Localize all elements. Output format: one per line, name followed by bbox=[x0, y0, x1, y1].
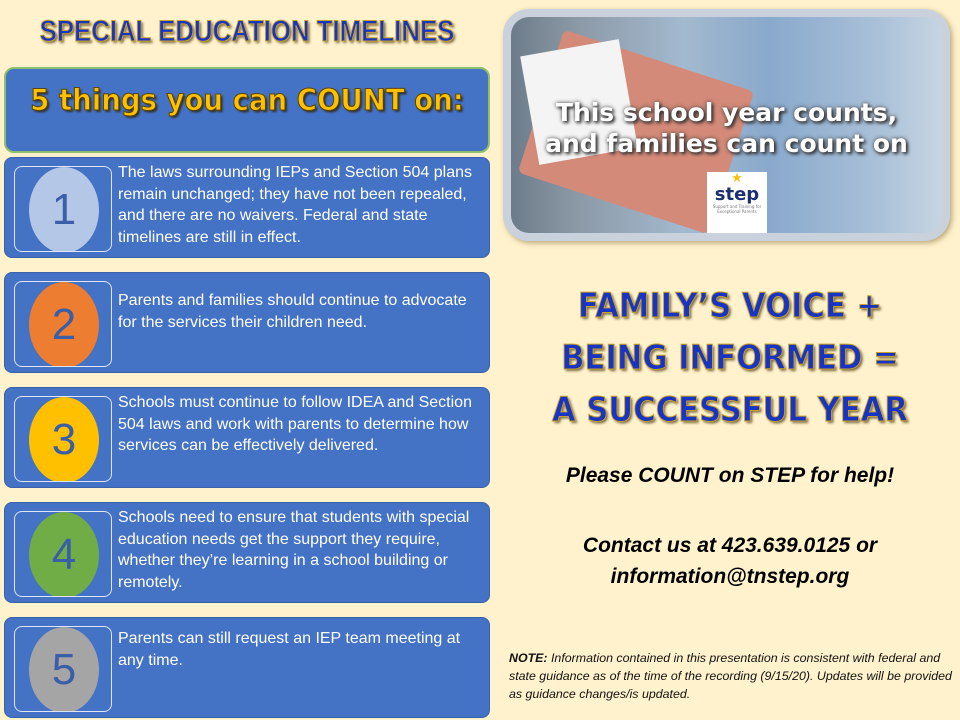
number-badge bbox=[14, 511, 112, 597]
item-text: The laws surrounding IEPs and Section 504 plans remain unchanged; they have not been repealed, and there are no waivers. Federal and state timelines are still in effect. bbox=[118, 164, 472, 246]
list-item-2 bbox=[4, 272, 490, 373]
number-circle: 5 bbox=[29, 627, 99, 712]
header-text: 5 things you can COUNT on: bbox=[30, 83, 464, 117]
item-text: Schools must continue to follow IDEA and Section 504 laws and work with parents to determine how services can be effectively delivered. bbox=[118, 394, 472, 454]
logo-subtitle: Support and Training for Exceptional Parents bbox=[712, 204, 762, 214]
promo-photo bbox=[503, 9, 950, 241]
number-badge bbox=[14, 281, 112, 367]
header-box bbox=[4, 67, 490, 153]
note bbox=[509, 649, 959, 703]
number-circle: 3 bbox=[29, 397, 99, 482]
caption-line-1: This school year counts, bbox=[555, 98, 898, 127]
list-item-4 bbox=[4, 502, 490, 603]
slogan-line: A SUCCESSFUL YEAR bbox=[552, 390, 908, 430]
star-icon: ★ bbox=[731, 171, 743, 186]
contact-email: information@tnstep.org bbox=[610, 565, 850, 588]
contact-info bbox=[500, 530, 960, 592]
contact-phone: Contact us at 423.639.0125 or bbox=[582, 534, 878, 557]
slogan-line: BEING INFORMED = bbox=[561, 338, 899, 378]
list-item-1 bbox=[4, 157, 490, 258]
logo-word: step bbox=[714, 184, 760, 205]
number-badge bbox=[14, 166, 112, 252]
slogan-line: FAMILY’S VOICE + bbox=[577, 286, 883, 326]
step-logo bbox=[707, 172, 767, 233]
page-title: SPECIAL EDUCATION TIMELINES bbox=[39, 15, 455, 48]
number-circle: 2 bbox=[29, 282, 99, 367]
number-badge bbox=[14, 626, 112, 712]
note-text: Information contained in this presentation is consistent with federal and state guidance as of the time of the recording (9/15/20). Updates will be provided as guidance changes/is updated. bbox=[509, 651, 952, 701]
item-text: Parents and families should continue to advocate for the services their children need. bbox=[118, 292, 467, 331]
number-badge bbox=[14, 396, 112, 482]
photo-caption bbox=[511, 97, 942, 159]
help-text: Please COUNT on STEP for help! bbox=[565, 464, 895, 487]
note-label: NOTE: bbox=[509, 651, 548, 665]
list-item-5 bbox=[4, 617, 490, 718]
caption-line-2: and families can count on bbox=[545, 129, 908, 158]
item-text: Schools need to ensure that students with special education needs get the support they require, whether they’re learning in a school building or remotely. bbox=[118, 509, 470, 591]
number-circle: 1 bbox=[29, 167, 99, 252]
list-item-3 bbox=[4, 387, 490, 488]
slogan bbox=[523, 280, 937, 436]
number-circle: 4 bbox=[29, 512, 99, 597]
item-text: Parents can still request an IEP team meeting at any time. bbox=[118, 630, 461, 669]
